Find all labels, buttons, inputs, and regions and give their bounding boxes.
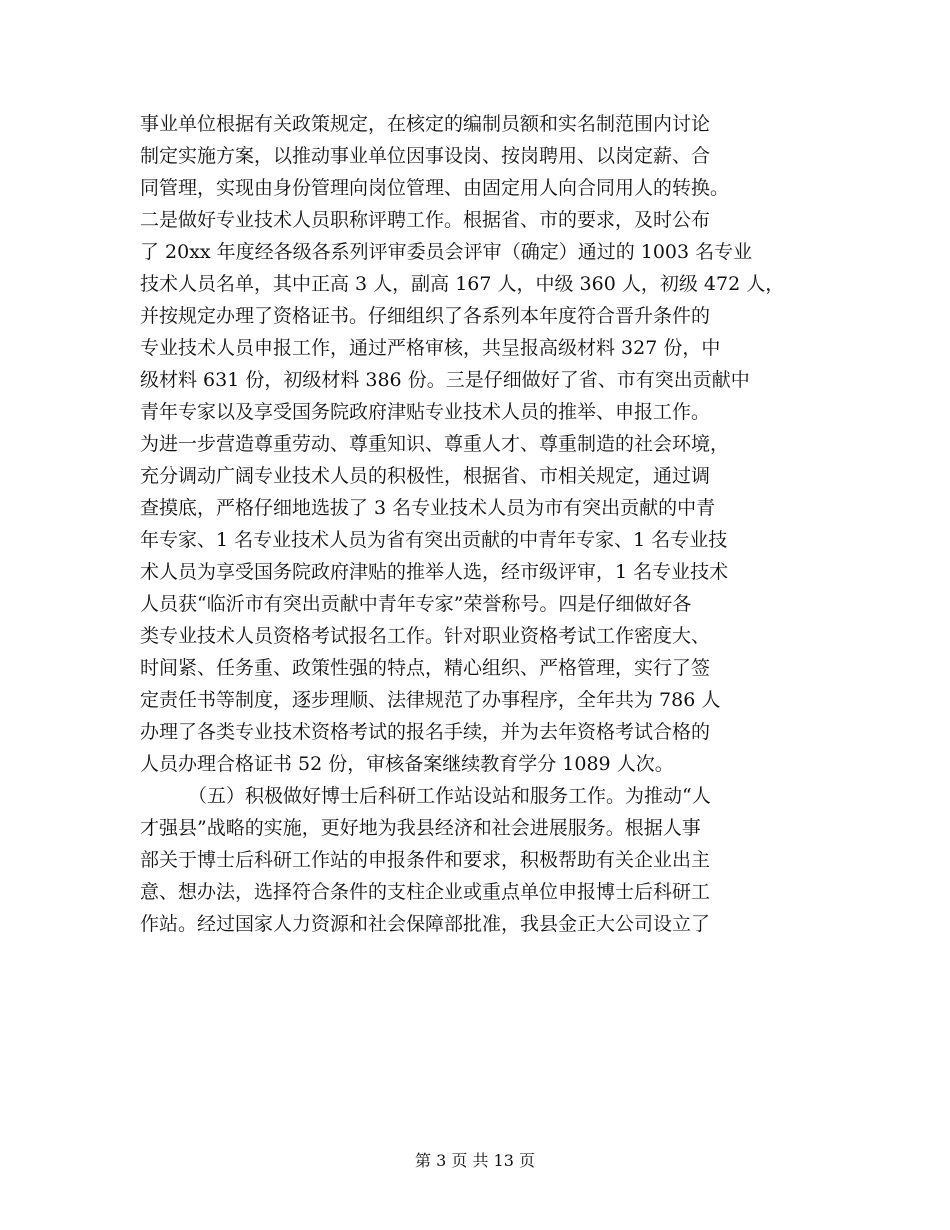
text-line: 专业技术人员申报工作，通过严格审核，共呈报高级材料 327 份，中 <box>140 337 721 359</box>
text-line: 查摸底，严格仔细地选拔了 3 名专业技术人员为市有突出贡献的中青 <box>140 497 716 519</box>
text-line: 意、想办法，选择符合条件的支柱企业或重点单位申报博士后科研工 <box>140 881 711 903</box>
text-line: 人员办理合格证书 52 份，审核备案继续教育学分 1089 人次。 <box>140 753 674 775</box>
page-number-footer: 第 3 页 共 13 页 <box>415 1151 535 1170</box>
text-line: 作站。经过国家人力资源和社会保障部批准，我县金正大公司设立了 <box>140 913 711 935</box>
text-line: 并按规定办理了资格证书。仔细组织了各系列本年度符合晋升条件的 <box>140 305 711 327</box>
text-line: 级材料 631 份，初级材料 386 份。三是仔细做好了省、市有突出贡献中 <box>140 369 750 391</box>
text-line: 同管理，实现由身份管理向岗位管理、由固定用人向合同用人的转换。 <box>140 177 730 199</box>
text-line: 年专家、1 名专业技术人员为省有突出贡献的中青年专家、1 名专业技 <box>140 529 728 551</box>
text-line: 办理了各类专业技术资格考试的报名手续，并为去年资格考试合格的 <box>140 721 711 743</box>
paragraph-first-line: （五）积极做好博士后科研工作站设站和服务工作。为推动“人 <box>188 785 711 807</box>
text-line: 技术人员名单，其中正高 3 人，副高 167 人，中级 360 人，初级 472 人， <box>140 273 785 295</box>
text-line: 类专业技术人员资格考试报名工作。针对职业资格考试工作密度大、 <box>140 625 711 647</box>
text-line: 定责任书等制度，逐步理顺、法律规范了办事程序，全年共为 786 人 <box>140 689 721 711</box>
text-line: 时间紧、任务重、政策性强的特点，精心组织、严格管理，实行了签 <box>140 657 711 679</box>
text-line: 部关于博士后科研工作站的申报条件和要求，积极帮助有关企业出主 <box>140 849 711 871</box>
text-line: 了 20xx 年度经各级各系列评审委员会评审（确定）通过的 1003 名专业 <box>140 241 753 263</box>
text-line: 人员获“临沂市有突出贡献中青年专家”荣誉称号。四是仔细做好各 <box>140 593 692 615</box>
text-line: 充分调动广阔专业技术人员的积极性，根据省、市相关规定，通过调 <box>140 465 711 487</box>
text-line: 事业单位根据有关政策规定，在核定的编制员额和实名制范围内讨论 <box>140 113 711 135</box>
text-line: 制定实施方案，以推动事业单位因事设岗、按岗聘用、以岗定薪、合 <box>140 145 711 167</box>
text-line: 青年专家以及享受国务院政府津贴专业技术人员的推举、申报工作。 <box>140 401 711 423</box>
text-line: 才强县”战略的实施，更好地为我县经济和社会进展服务。根据人事 <box>140 817 701 839</box>
text-line: 为进一步营造尊重劳动、尊重知识、尊重人才、尊重制造的社会环境， <box>140 433 730 455</box>
text-line: 二是做好专业技术人员职称评聘工作。根据省、市的要求，及时公布 <box>140 209 711 231</box>
text-line: 术人员为享受国务院政府津贴的推举人选，经市级评审，1 名专业技术 <box>140 561 729 583</box>
